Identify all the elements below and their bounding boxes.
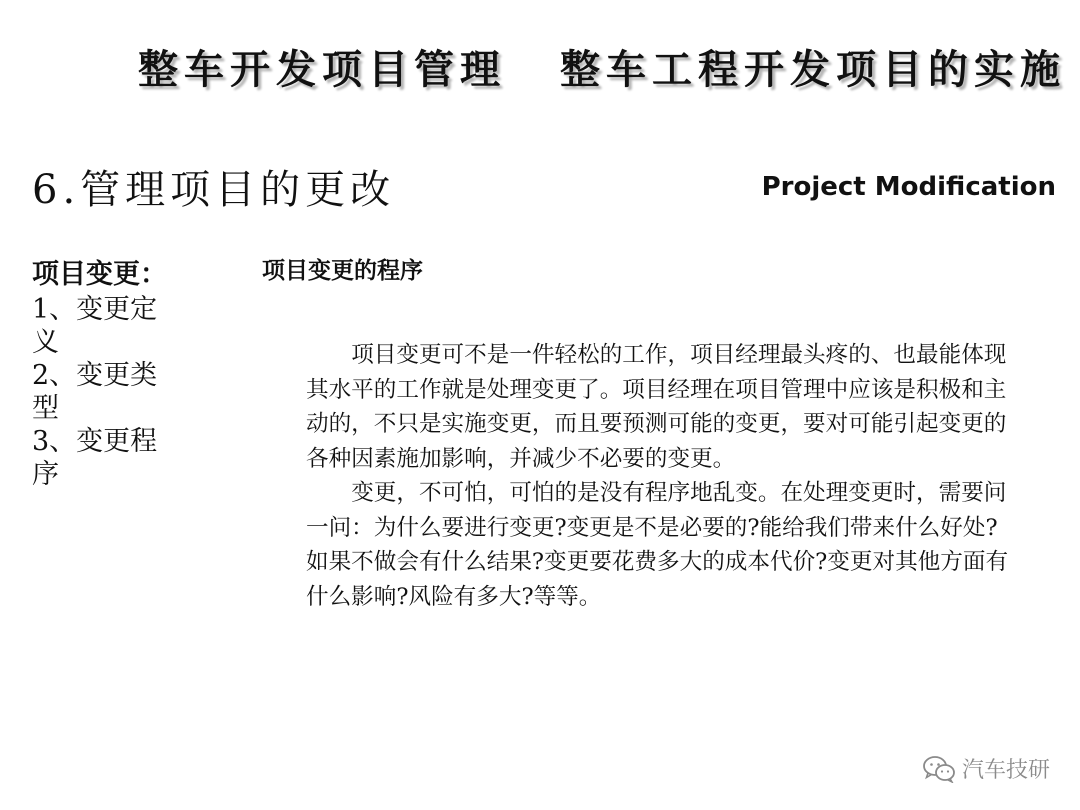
watermark-text: 汽车技研 <box>961 758 1050 783</box>
watermark <box>922 753 1050 784</box>
sidebar-outline <box>32 258 182 491</box>
body-paragraph-2: 变更，不可怕，可怕的是没有程序地乱变。在处理变更时，需要问一问：为什么要进行变更?变更是不是必要的?能给我们带来什么好处?如果不做会有什么结果?变更要花费多大的成本代价?变更对其他方面有什么影响?风险有多大?等等。 <box>306 480 1009 610</box>
body-paragraph-1: 项目变更可不是一件轻松的工作，项目经理最头疼的、也最能体现其水平的工作就是处理变更了。项目经理在项目管理中应该是积极和主动的，不只是实施变更，而且要预测可能的变更，要对可能引起变更的各种因素施加影响，并减少不必要的变更。 <box>306 342 1007 472</box>
sidebar-heading: 项目变更： <box>32 259 167 290</box>
sidebar-item-types: 2、变更类型 <box>32 360 158 424</box>
header-title-left: 整车开发项目管理 <box>138 46 506 93</box>
section-title: 6.管理项目的更改 <box>32 167 396 213</box>
wechat-icon <box>922 755 956 783</box>
section-subtitle: Project Modification <box>761 172 1056 202</box>
body-text <box>306 338 1018 614</box>
header-title-right: 整车工程开发项目的实施 <box>560 46 1066 93</box>
content-heading: 项目变更的程序 <box>262 258 423 284</box>
sidebar-item-definition: 1、变更定义 <box>32 294 158 358</box>
sidebar-item-procedure: 3、变更程序 <box>32 426 158 490</box>
